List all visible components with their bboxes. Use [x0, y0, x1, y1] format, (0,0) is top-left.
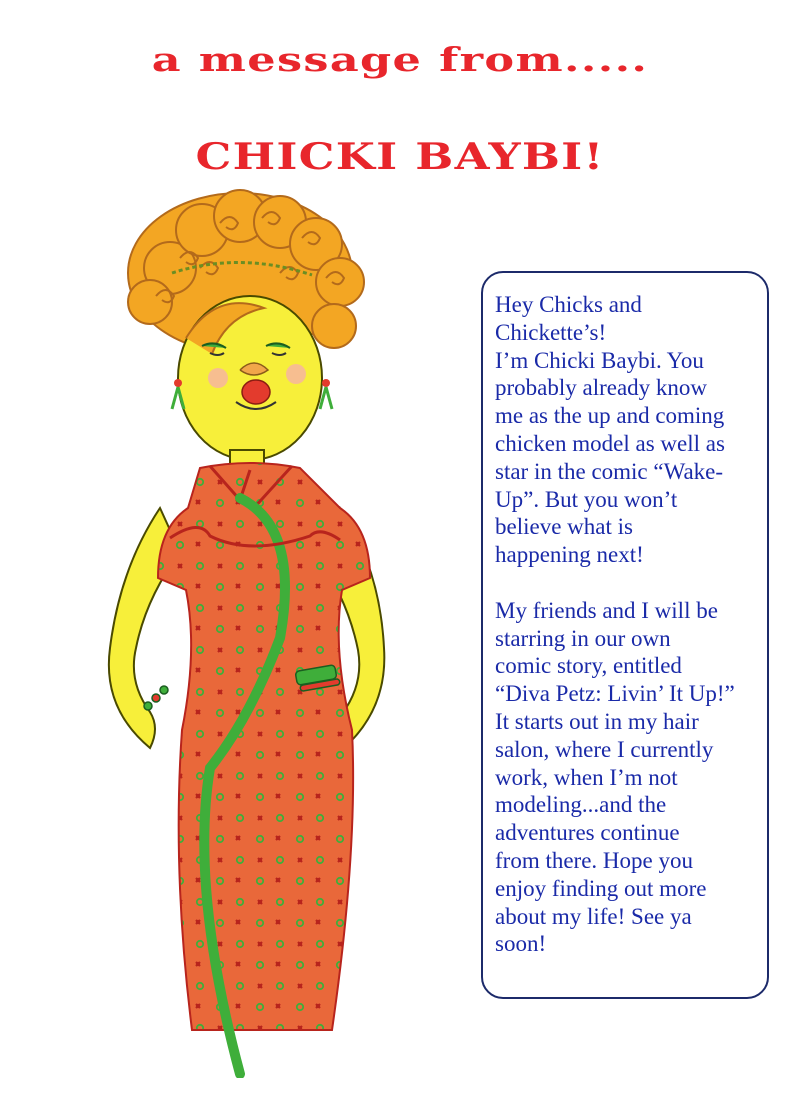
message-paragraph: Hey Chicks and Chickette’s! I’m Chicki Baybi. You probably already know me as the up and coming chicken model as well as star in the comic “Wake- Up”. But you won’t believe what is happening next! — [495, 292, 725, 568]
page-subtitle: a message from..... — [151, 40, 649, 79]
face — [178, 296, 322, 460]
message-paragraph: My friends and I will be starring in our own comic story, entitled “Diva Petz: Livin’ It Up!” It starts out in my hair salon, where I currently work, when I’m not modeling...and the adventures continue from there. Hope you enjoy finding out more about my life! See ya soon! — [495, 597, 735, 957]
chicki-baybi-illustration — [90, 178, 390, 1078]
message-box — [481, 271, 769, 999]
dress — [158, 463, 370, 1030]
page-title: CHICKI BAYBI! — [195, 136, 605, 178]
